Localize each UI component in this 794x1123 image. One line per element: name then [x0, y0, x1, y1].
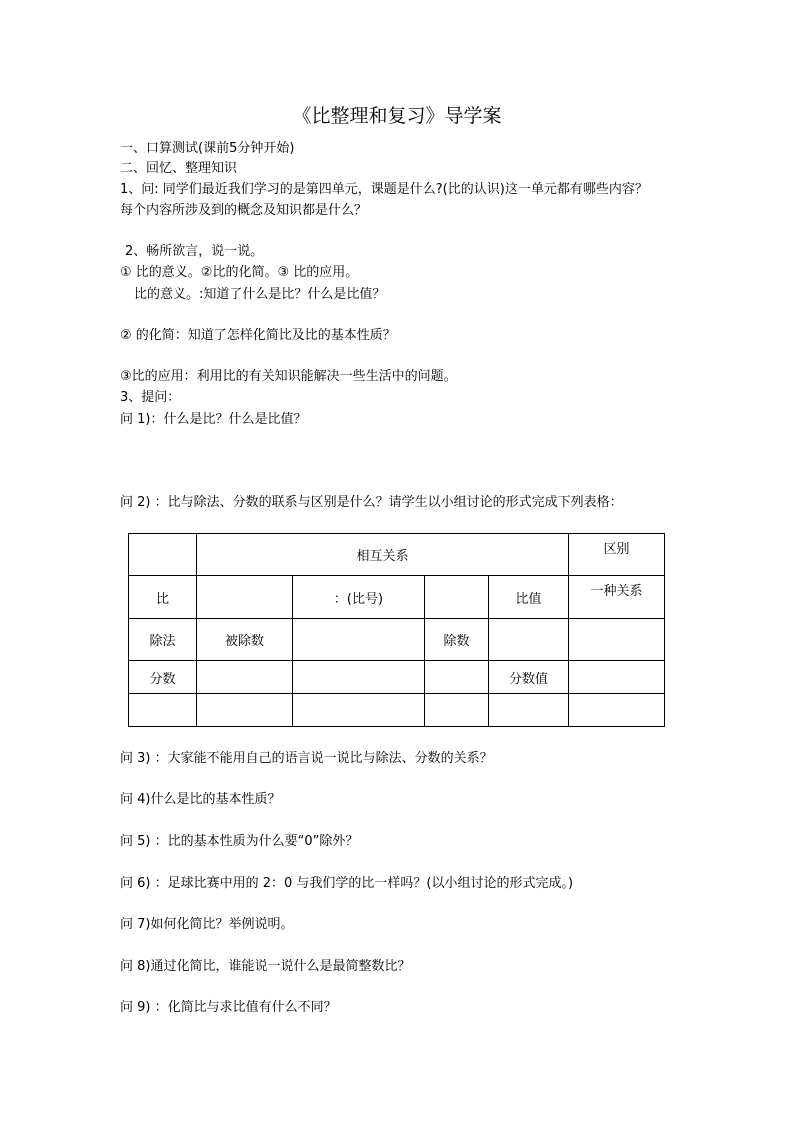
table-cell [197, 576, 293, 619]
table-cell [425, 576, 489, 619]
table-cell [129, 534, 197, 576]
application-note: ③比的应用：利用比的有关知识能解决一些生活中的问题。 [120, 369, 457, 384]
table-cell [293, 619, 425, 661]
question-intro-2: 每个内容所涉及到的概念及知识都是什么？ [120, 203, 368, 218]
ratio-sign-cell: ：(比号) [293, 576, 425, 619]
step-2-heading: 2、畅所欲言，说一说。 [125, 244, 264, 259]
table-cell [197, 661, 293, 694]
row-label-division: 除法 [129, 619, 197, 661]
table-cell [129, 694, 197, 727]
comparison-table [128, 533, 665, 727]
table-cell [569, 619, 665, 661]
ratio-value-cell: 比值 [489, 576, 569, 619]
table-cell [293, 694, 425, 727]
fraction-value-cell: 分数值 [489, 661, 569, 694]
table-cell [489, 619, 569, 661]
table-row [129, 694, 665, 727]
contents-list: ① 比的意义。②比的化简。③ 比的应用。 [120, 265, 359, 280]
question-1: 问 1)：什么是比？什么是比值？ [120, 412, 307, 427]
meaning-note: 比的意义。:知道了什么是比？什么是比值？ [134, 287, 386, 302]
difference-header: 区别 [569, 534, 665, 576]
dividend-cell: 被除数 [197, 619, 293, 661]
table-row [129, 661, 665, 694]
step-3-heading: 3、提问： [120, 390, 181, 405]
simplify-note: ② 的化简：知道了怎样化简比及比的基本性质？ [120, 328, 396, 343]
question-5: 问 5) ：比的基本性质为什么要“0”除外？ [120, 834, 359, 849]
question-7: 问 7)如何化简比？举例说明。 [120, 917, 294, 932]
table-cell [425, 694, 489, 727]
row-label-ratio: 比 [129, 576, 197, 619]
question-8: 问 8)通过化简比，谁能说一说什么是最简整数比？ [120, 959, 411, 974]
table-row [129, 576, 665, 619]
section-review: 二、回忆、整理知识 [120, 161, 238, 176]
table-cell [569, 661, 665, 694]
table-cell [425, 661, 489, 694]
table-cell [293, 661, 425, 694]
relation-header: 相互关系 [197, 534, 569, 576]
ratio-difference-cell: 一种关系 [569, 576, 665, 619]
table-row [129, 534, 665, 576]
section-oral-test: 一、口算测试(课前5分钟开始) [120, 141, 295, 156]
question-2: 问 2) ：比与除法、分数的联系与区别是什么？请学生以小组讨论的形式完成下列表格： [120, 495, 623, 510]
page-title: 《比整理和复习》导学案 [292, 105, 502, 127]
question-9: 问 9) ：化简比与求比值有什么不同？ [120, 1000, 337, 1015]
question-intro-1: 1、问: 同学们最近我们学习的是第四单元，课题是什么?(比的认识)这一单元都有哪些内容？ [120, 182, 648, 197]
table-cell [569, 694, 665, 727]
table-cell [489, 694, 569, 727]
table-row [129, 619, 665, 661]
question-4: 问 4)什么是比的基本性质？ [120, 792, 281, 807]
divisor-cell: 除数 [425, 619, 489, 661]
table-cell [197, 694, 293, 727]
question-3: 问 3) ：大家能不能用自己的语言说一说比与除法、分数的关系？ [120, 751, 493, 766]
question-6: 问 6) ：足球比赛中用的 2：0 与我们学的比一样吗？(以小组讨论的形式完成。) [120, 876, 574, 891]
row-label-fraction: 分数 [129, 661, 197, 694]
